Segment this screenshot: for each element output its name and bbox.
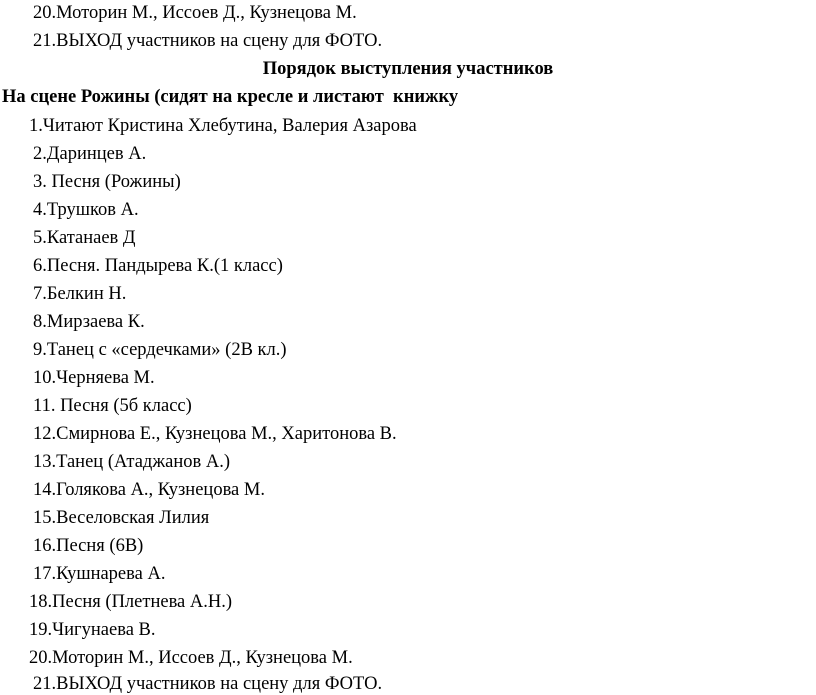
list-item: 19.Чигунаева В. bbox=[29, 620, 156, 640]
list-item: 17.Кушнарева А. bbox=[33, 564, 166, 584]
list-item: 7.Белкин Н. bbox=[33, 284, 127, 304]
list-item: 18.Песня (Плетнева А.Н.) bbox=[29, 592, 233, 612]
list-item: 12.Смирнова Е., Кузнецова М., Харитонова В. bbox=[33, 424, 397, 444]
list-item: 9.Танец с «сердечками» (2В кл.) bbox=[33, 340, 287, 360]
list-item: 1.Читают Кристина Хлебутина, Валерия Азарова bbox=[29, 116, 417, 136]
page-heading: Порядок выступления участников bbox=[262, 59, 554, 79]
list-item: 8.Мирзаева К. bbox=[33, 312, 145, 332]
list-item: 20.Моторин М., Иссоев Д., Кузнецова М. bbox=[29, 648, 353, 668]
list-item: 4.Трушков А. bbox=[33, 200, 139, 220]
list-item: 13.Танец (Атаджанов А.) bbox=[33, 452, 230, 472]
list-item: 11. Песня (5б класс) bbox=[33, 396, 192, 416]
list-item: 10.Черняева М. bbox=[33, 368, 155, 388]
list-item: 14.Голякова А., Кузнецова М. bbox=[33, 480, 265, 500]
list-item: 16.Песня (6В) bbox=[33, 536, 144, 556]
list-item: 2.Даринцев А. bbox=[33, 144, 147, 164]
list-item: 15.Веселовская Лилия bbox=[33, 508, 210, 528]
list-item: 5.Катанаев Д bbox=[33, 228, 136, 248]
page-subheading: На сцене Рожины (сидят на кресле и листают книжку bbox=[2, 87, 459, 107]
list-item: 21.ВЫХОД участников на сцену для ФОТО. bbox=[33, 674, 383, 694]
top-line-21: 21.ВЫХОД участников на сцену для ФОТО. bbox=[33, 31, 383, 51]
list-item: 6.Песня. Пандырева К.(1 класс) bbox=[33, 256, 283, 276]
list-item: 3. Песня (Рожины) bbox=[33, 172, 181, 192]
top-line-20: 20.Моторин М., Иссоев Д., Кузнецова М. bbox=[33, 3, 357, 23]
